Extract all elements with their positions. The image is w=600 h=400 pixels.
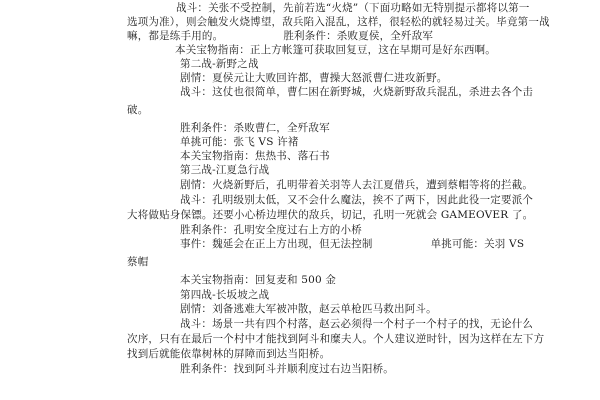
text-line: 胜利条件：孔明安全度过右上方的小桥 [180, 224, 362, 236]
section-heading: 第二战-新野之战 [180, 58, 259, 70]
text-segment: 嘛，都是练手用的。 [127, 30, 224, 42]
text-line: 本关宝物指南：焦热书、落石书 [180, 150, 330, 162]
text-line: 剧情：夏侯元让大败回许都，曹操大怒派曹仁进攻新野。 [180, 72, 448, 84]
text-line: 大将做贴身保镖。还要小心桥边埋伏的敌兵，切记，孔明一死就会 GAMEOVER 了。 [127, 209, 534, 221]
text-line: 单挑可能：张飞 VS 许褚 [180, 136, 299, 148]
text-line: 本关宝物指南：回复麦和 500 金 [180, 274, 337, 286]
text-line: 战斗：场景一共有四个村落，赵云必须得一个村子一个村子的找，无论什么 [180, 318, 534, 330]
text-line: 蔡帽 [127, 256, 149, 268]
section-heading: 第三战-江夏急行战 [180, 164, 270, 176]
victory-condition: 胜利条件：杀败夏侯，全歼敌军 [283, 30, 434, 42]
text-line: 战斗：这仗也很简单，曹仁困在新野城，火烧新野敌兵混乱，杀进去各个击 [180, 86, 534, 98]
text-line: 本关宝物指南：正上方帐篷可获取回复豆，这在早期可是好东西啊。 [175, 44, 496, 56]
text-line: 胜利条件：杀败曹仁，全歼敌军 [180, 122, 330, 134]
text-line: 选项为准），则会触发火烧博望，敌兵陷入混乱，这样，很轻松的就轻易过关。毕竟第一战 [127, 16, 550, 28]
text-line: 破。 [127, 104, 149, 116]
text-segment: 事件：魏延会在正上方出现，但无法控制 [180, 238, 373, 250]
section-heading: 第四战-长坂坡之战 [180, 289, 270, 301]
duel-possibility: 单挑可能：关羽 VS [430, 238, 525, 250]
text-line: 战斗：关张不受控制，先前若选“火烧”（下面功略如无特别提示都将以第一 [176, 2, 530, 14]
text-line: 战斗：孔明级别太低，又不会什么魔法，挨不了两下，因此此役一定要派个 [180, 194, 534, 206]
text-line: 次序，只有在最后一个村中才能找到阿斗和糜夫人。个人建议逆时针，因为这样在左下方 [127, 333, 545, 345]
text-line [180, 238, 524, 251]
text-line: 剧情：火烧新野后，孔明带着关羽等人去江夏借兵，遭到蔡帽等将的拦截。 [180, 179, 534, 191]
text-line: 胜利条件：找到阿斗并顺利度过右边当阳桥。 [180, 363, 394, 375]
text-line: 剧情：刘备逃难大军被冲散，赵云单枪匹马救出阿斗。 [180, 303, 437, 315]
text-line: 找到后就能依靠树林的屏障而到达当阳桥。 [127, 348, 331, 360]
text-line [127, 30, 433, 43]
